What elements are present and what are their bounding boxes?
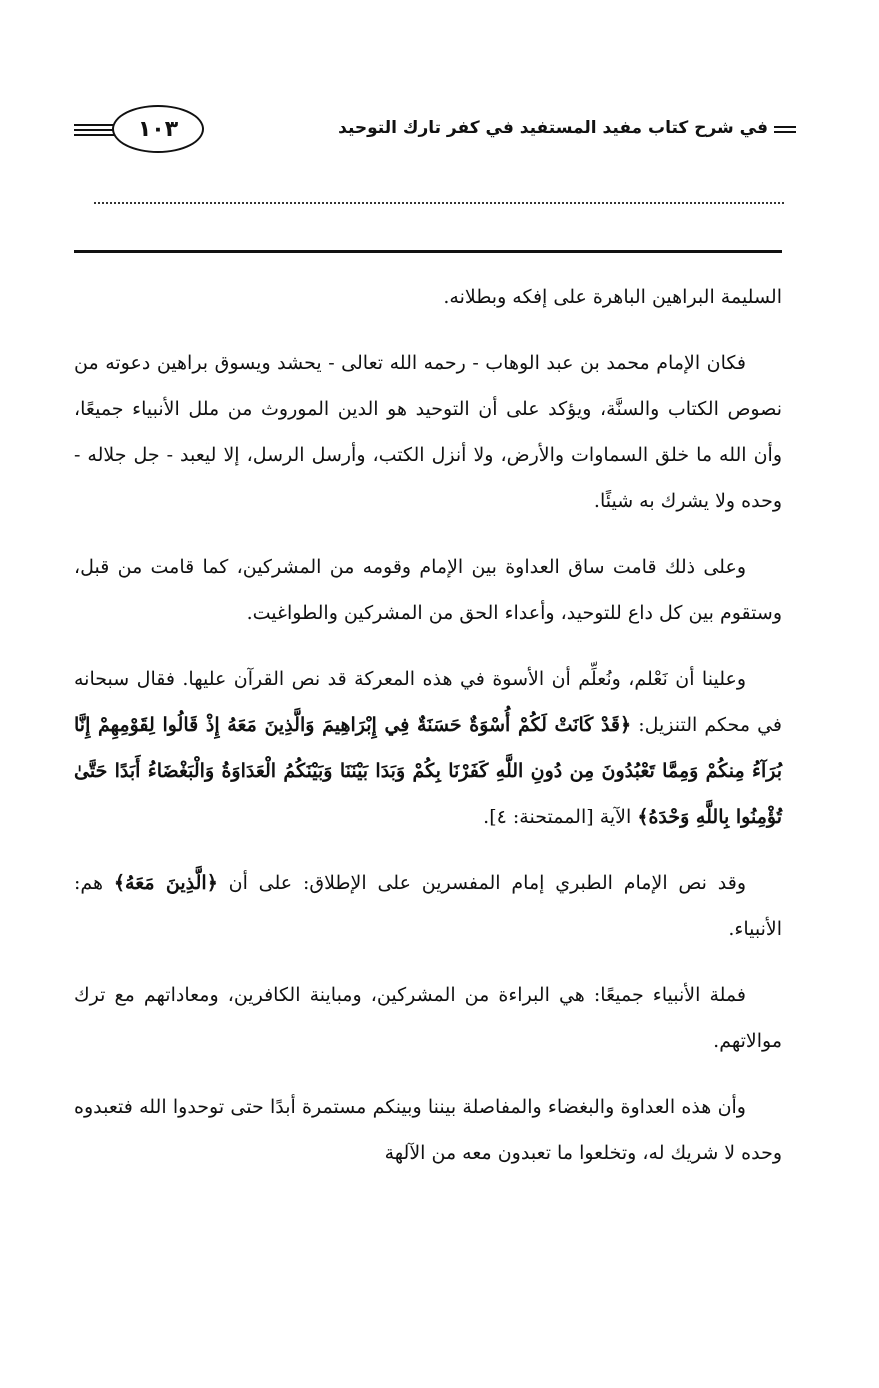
paragraph (74, 340, 782, 524)
paragraph (74, 544, 782, 636)
page-number: ١٠٣ (137, 116, 179, 142)
dotted-separator (94, 202, 784, 204)
body-text (74, 274, 782, 1196)
paragraph (74, 1084, 782, 1176)
paragraph-text: وقد نص الإمام الطبري إمام المفسرين على الإطلاق: على أن (217, 872, 746, 894)
paragraph-text: الآية [الممتحنة: ٤]. (483, 806, 638, 828)
paragraph (74, 972, 782, 1064)
paragraph-text: وأن هذه العداوة والبغضاء والمفاصلة بيننا وبينكم مستمرة أبدًا حتى توحدوا الله فتعبدوه وحده لا شريك له، وتخلعوا ما تعبدون معه من الآلهة (74, 1096, 782, 1164)
header-rule-right (774, 126, 796, 128)
header-rule-left (74, 124, 116, 126)
header-rule-left (74, 129, 116, 131)
running-header (74, 100, 796, 160)
paragraph-text: السليمة البراهين الباهرة على إفكه وبطلانه. (443, 286, 782, 308)
running-title: في شرح كتاب مفيد المستفيد في كفر تارك التوحيد (338, 118, 768, 138)
paragraph-text: فملة الأنبياء جميعًا: هي البراءة من المشركين، ومباينة الكافرين، ومعاداتهم مع ترك موالاتهم. (74, 984, 782, 1052)
page-number-badge (112, 105, 204, 153)
paragraph (74, 274, 782, 320)
paragraph-text: هم: الأنبياء. (74, 872, 782, 940)
paragraph-text: وعلينا أن نَعْلم، ونُعلِّم أن الأسوة في هذه المعركة قد نص القرآن عليها. فقال سبحانه في محكم التنزيل: (74, 668, 782, 736)
paragraph (74, 656, 782, 840)
header-rule-right (774, 131, 796, 133)
paragraph-text: فكان الإمام محمد بن عبد الوهاب - رحمه الله تعالى - يحشد ويسوق براهين دعوته من نصوص الكتاب والسنَّة، ويؤكد على أن التوحيد هو الدين الموروث من ملل الأنبياء جميعًا، وأن الله ما خلق السماوات والأرض، ولا أنزل الكتب، وأرسل الرسل، إلا ليعبد - جل جلاله - وحده ولا يشرك به شيئًا. (74, 352, 782, 512)
quran-verse: ﴿الَّذِينَ مَعَهُ﴾ (113, 872, 218, 894)
section-rule (74, 250, 782, 253)
paragraph-text: وعلى ذلك قامت ساق العداوة بين الإمام وقومه من المشركين، كما قامت من قبل، وستقوم بين كل داع للتوحيد، وأعداء الحق من المشركين والطواغيت. (74, 556, 782, 624)
quran-verse: ﴿قَدْ كَانَتْ لَكُمْ أُسْوَةٌ حَسَنَةٌ فِي إِبْرَاهِيمَ وَالَّذِينَ مَعَهُ إِذْ قَالُوا لِقَوْمِهِمْ إِنَّا بُرَآءُ مِنكُمْ وَمِمَّا تَعْبُدُونَ مِن دُونِ اللَّهِ كَفَرْنَا بِكُمْ وَبَدَا بَيْنَنَا وَبَيْنَكُمُ الْعَدَاوَةُ وَالْبَغْضَاءُ أَبَدًا حَتَّىٰ تُؤْمِنُوا بِاللَّهِ وَحْدَهُ﴾ (74, 714, 782, 828)
header-rule-left (74, 134, 116, 136)
paragraph (74, 860, 782, 952)
